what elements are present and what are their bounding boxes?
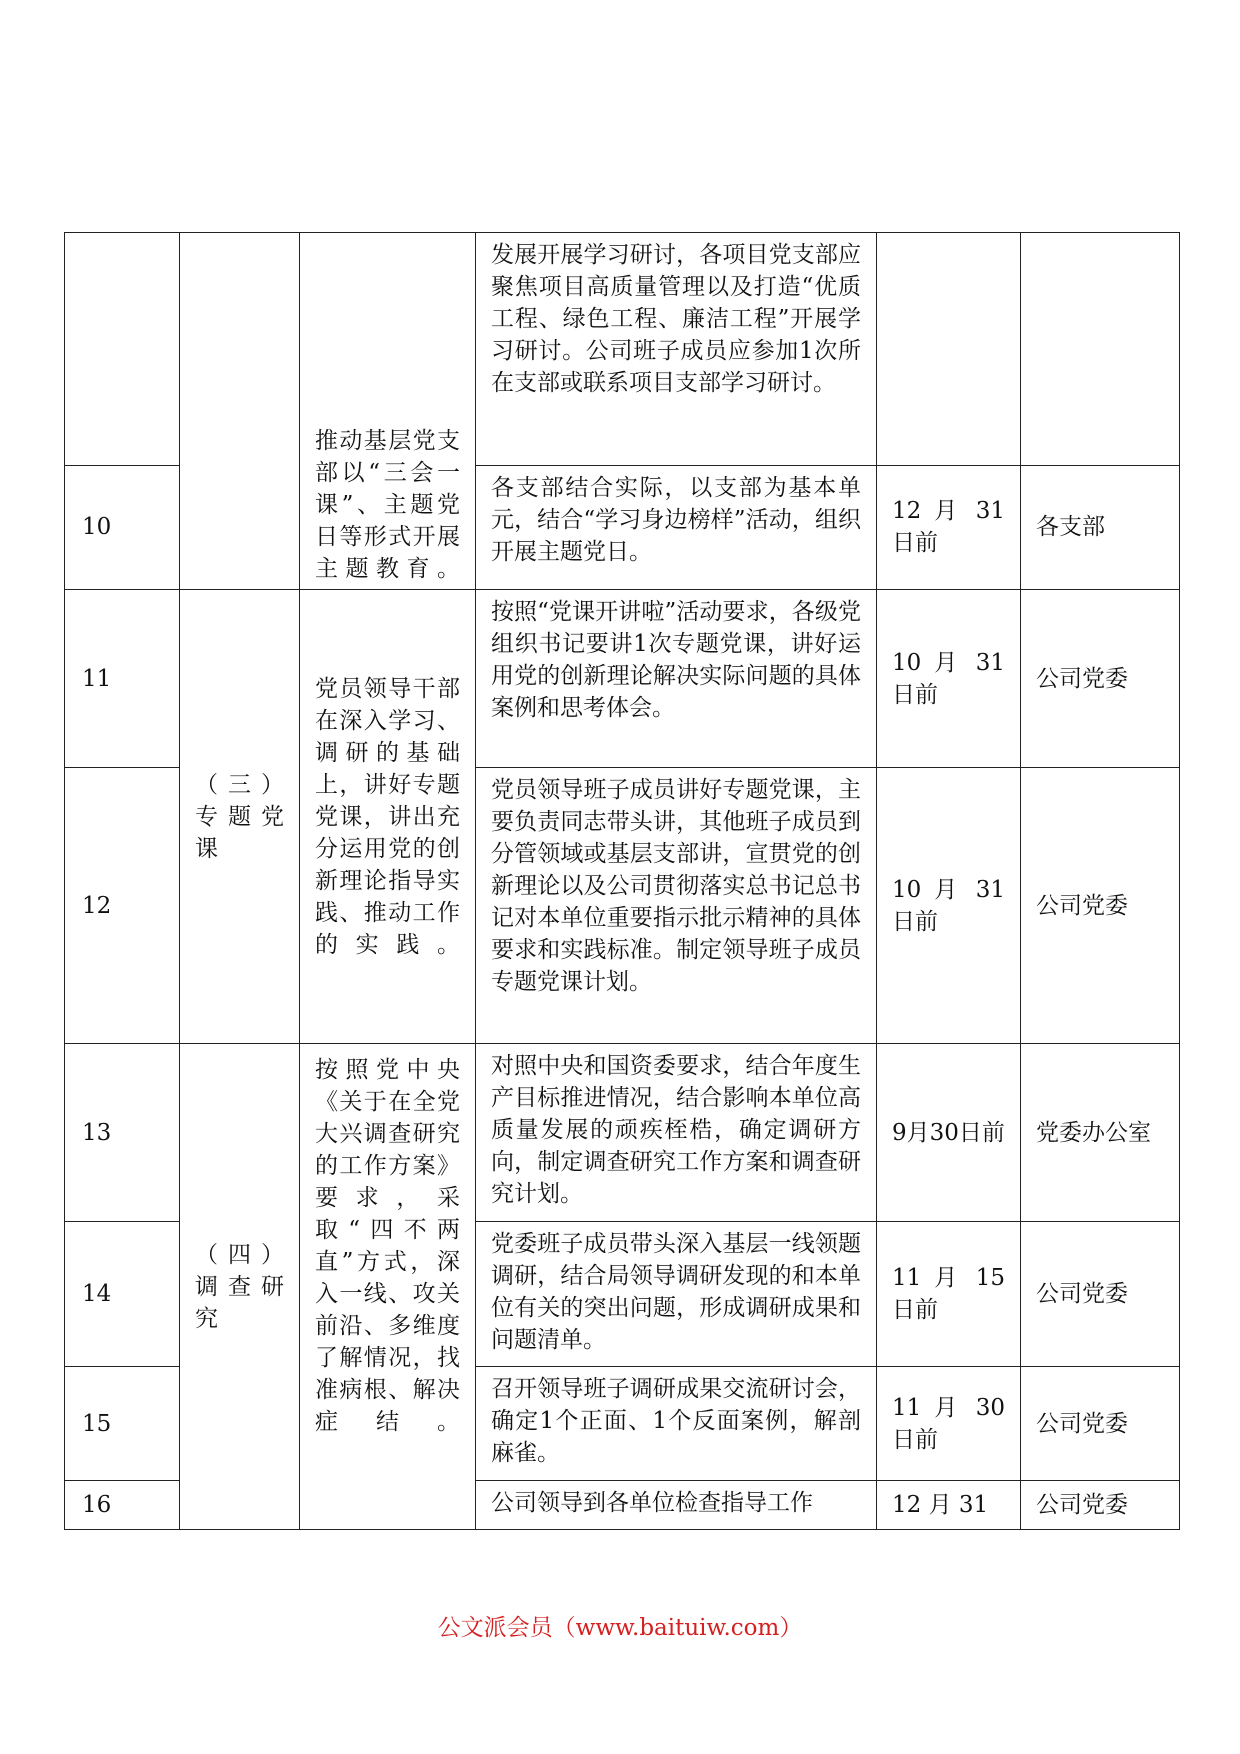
row-number-cell: 13 — [65, 1044, 180, 1222]
row-number-cell: 15 — [65, 1367, 180, 1481]
table-row — [65, 590, 1180, 768]
task-cell: 党员领导班子成员讲好专题党课，主要负责同志带头讲，其他班子成员到分管领域或基层支部讲，宣贯党的创新理论以及公司贯彻落实总书记总书记对本单位重要指示批示精神的具体要求和实践标准。制定领导班子成员专题党课计划。 — [476, 768, 877, 1044]
task-cell: 公司领导到各单位检查指导工作 — [476, 1481, 877, 1530]
requirement-cell — [300, 233, 476, 590]
owner-cell: 党委办公室 — [1021, 1044, 1180, 1222]
owner-cell: 公司党委 — [1021, 1481, 1180, 1530]
category-cell: （三）专题党课 — [180, 590, 300, 1044]
row-number-cell: 10 — [65, 465, 180, 589]
task-cell: 各支部结合实际，以支部为基本单元，结合“学习身边榜样”活动，组织开展主题党日。 — [476, 465, 877, 589]
owner-cell: 各支部 — [1021, 465, 1180, 589]
row-number-cell: 14 — [65, 1222, 180, 1367]
row-number-cell: 12 — [65, 768, 180, 1044]
deadline-cell: 12 月 31 — [877, 1481, 1021, 1530]
task-cell: 按照“党课开讲啦”活动要求，各级党组织书记要讲1次专题党课，讲好运用党的创新理论解决实际问题的具体案例和思考体会。 — [476, 590, 877, 768]
owner-cell: 公司党委 — [1021, 768, 1180, 1044]
row-number-cell: 16 — [65, 1481, 180, 1530]
task-cell: 对照中央和国资委要求，结合年度生产目标推进情况，结合影响本单位高质量发展的顽疾桎梏，确定调研方向，制定调查研究工作方案和调查研究计划。 — [476, 1044, 877, 1222]
deadline-cell: 12 月 31 日前 — [877, 465, 1021, 589]
deadline-cell: 11 月 30 日前 — [877, 1367, 1021, 1481]
owner-cell: 公司党委 — [1021, 1367, 1180, 1481]
requirement-cell: 党员领导干部在深入学习、调研的基础上，讲好专题党课，讲出充分运用党的创新理论指导实践、推动工作的实践。 — [300, 590, 476, 1044]
deadline-cell: 11 月 15 日前 — [877, 1222, 1021, 1367]
row-number-cell: 11 — [65, 590, 180, 768]
work-plan-table — [64, 232, 1180, 1530]
task-cell: 发展开展学习研讨，各项目党支部应聚焦项目高质量管理以及打造“优质工程、绿色工程、廉洁工程”开展学习研讨。公司班子成员应参加1次所在支部或联系项目支部学习研讨。 — [476, 233, 877, 466]
deadline-cell: 9月30日前 — [877, 1044, 1021, 1222]
task-cell: 党委班子成员带头深入基层一线领题调研，结合局领导调研发现的和本单位有关的突出问题，形成调研成果和问题清单。 — [476, 1222, 877, 1367]
table-row — [65, 1044, 1180, 1222]
deadline-cell: 10 月 31 日前 — [877, 768, 1021, 1044]
row-number-cell — [65, 233, 180, 466]
category-cell — [180, 233, 300, 590]
requirement-text: 推动基层党支部以“三会一课”、主题党日等形式开展主题教育。 — [315, 428, 460, 582]
requirement-cell: 按照党中央《关于在全党大兴调查研究的工作方案》要求，采取“四不两直”方式，深入一线、攻关前沿、多维度了解情况，找准病根、解决症结。 — [300, 1044, 476, 1530]
task-cell: 召开领导班子调研成果交流研讨会，确定1个正面、1个反面案例，解剖麻雀。 — [476, 1367, 877, 1481]
owner-cell: 公司党委 — [1021, 590, 1180, 768]
owner-cell — [1021, 233, 1180, 466]
table-row — [65, 233, 1180, 466]
category-cell: （四）调查研究 — [180, 1044, 300, 1530]
owner-cell: 公司党委 — [1021, 1222, 1180, 1367]
deadline-cell: 10 月 31 日前 — [877, 590, 1021, 768]
footer-watermark: 公文派会员（www.baituiw.com） — [437, 1615, 803, 1641]
deadline-cell — [877, 233, 1021, 466]
